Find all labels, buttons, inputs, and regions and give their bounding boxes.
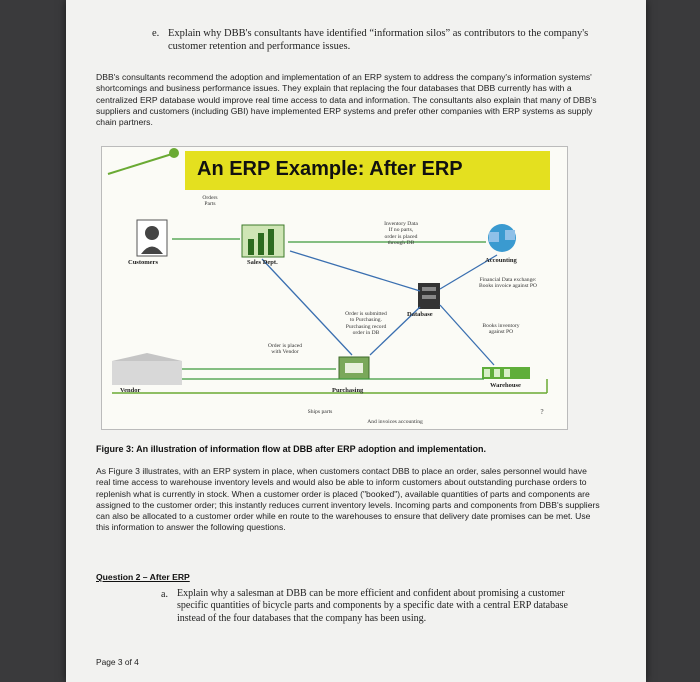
note-invoices-accounting: And invoices accounting: [367, 419, 423, 425]
note-question-mark: ?: [540, 408, 544, 416]
sales-chart-icon: [242, 225, 284, 257]
node-purchasing-label: Purchasing: [332, 387, 364, 394]
question-e-text: Explain why DBB's consultants have identified “information silos” as contributors to the company's customer retention and performance issues.: [168, 28, 589, 52]
document-page: [66, 0, 646, 682]
node-accounting-label: Accounting: [485, 257, 517, 264]
figure-banner: [185, 151, 550, 190]
note-inventory-data: Inventory Data If no parts, order is placed through DB: [384, 221, 418, 246]
node-customers-label: Customers: [128, 259, 158, 266]
page-number: Page 3 of 4: [96, 657, 139, 667]
purchasing-icon: [339, 357, 369, 379]
figure-3: [101, 146, 568, 430]
note-books-inventory: Books inventory against PO: [482, 323, 520, 336]
figure-banner-title: An ERP Example: After ERP: [197, 158, 463, 180]
vendor-icon: [112, 353, 182, 385]
question-a-text: Explain why a salesman at DBB can be more efficient and confident about promising a customer specific quantities of bicycle parts and components by a specific date with a central ERP database instead of the four databases that the company has been using.: [177, 588, 568, 624]
node-warehouse-label: Warehouse: [490, 382, 521, 389]
warehouse-icon: [482, 367, 530, 379]
note-order-placed-vendor: Order is placed with Vendor: [267, 343, 303, 356]
question-2-heading: Question 2 – After ERP: [96, 572, 190, 582]
node-database-label: Database: [407, 311, 433, 318]
database-icon: [418, 283, 440, 309]
customers-icon: [137, 220, 167, 256]
body-paragraph: As Figure 3 illustrates, with an ERP system in place, when customers contact DBB to place an order, sales personnel would have real time access to warehouse inventory levels and would also be able to inform customers about outstanding purchase orders to replenish what is currently in stock. When a customer order is placed ("booked"), available quantities of parts and components are assigned to the customer order; this instantly reduces current inventory levels. Incoming parts and components from DBB's suppliers can also be allocated to a customer order while en route to the warehouses to ensure that delivery date promises can be met. Use this information to answer the following questions.: [96, 466, 600, 533]
note-order-submitted: Order is submitted to Purchasing. Purchasing record order in DB: [345, 311, 387, 336]
node-vendor-label: Vendor: [120, 387, 141, 394]
node-sales-label: Sales Dept.: [247, 259, 278, 266]
note-orders-parts: Orders Parts: [202, 195, 218, 208]
note-financial-data: Financial Data exchange: Books invoice against PO: [479, 277, 537, 290]
intro-paragraph: DBB's consultants recommend the adoption and implementation of an ERP system to address the company's information systems' shortcomings and business performance issues. They explain that replacing the four databases that DBB currently has with a centralized ERP database would improve real time access to data and information. The consultants also explain that many of DBB's suppliers and customers (including GBI) have implemented ERP systems and prefer other companies with ERP systems as supply chain partners.: [96, 72, 597, 128]
figure-caption: Figure 3: An illustration of information flow at DBB after ERP adoption and implementation.: [96, 444, 487, 454]
accounting-network-icon: [488, 224, 516, 252]
question-a-marker: a.: [161, 589, 168, 600]
question-e-marker: e.: [152, 28, 160, 39]
note-ships-parts: Ships parts: [307, 409, 333, 415]
